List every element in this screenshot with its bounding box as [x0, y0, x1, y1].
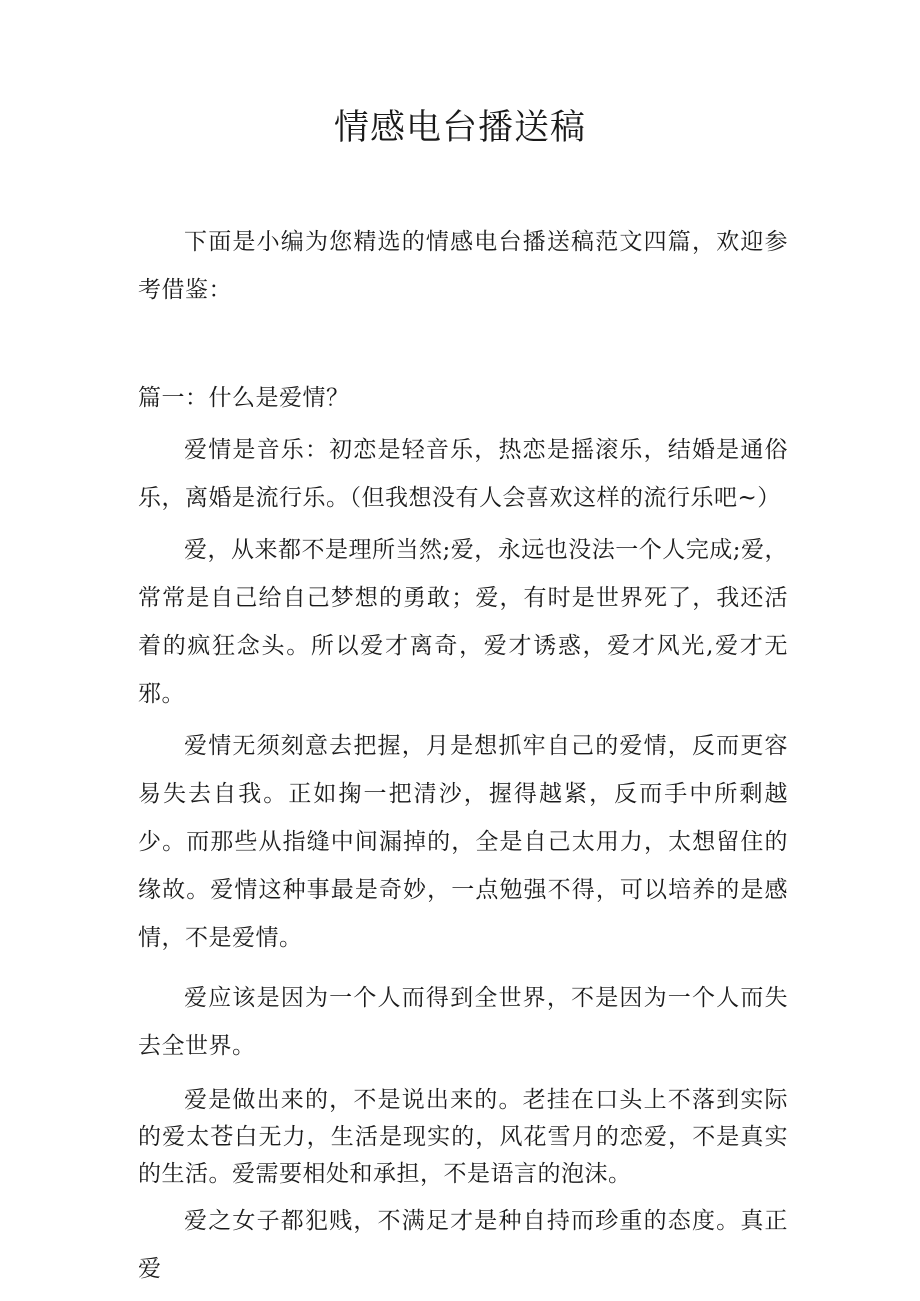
section-heading: 篇一：什么是爱情？: [138, 385, 350, 411]
paragraph-love-not-granted: 爱，从来都不是理所当然;爱，永远也没法一个人完成;爱，常常是自己给自己梦想的勇敢；爱，有时是世界死了，我还活着的疯狂念头。所以爱才离奇，爱才诱惑，爱才风光,爱才无邪。: [138, 537, 788, 707]
document-body: [138, 218, 788, 1293]
paragraph-whole-world: 爱应该是因为一个人而得到全世界，不是因为一个人而失去全世界。: [138, 985, 788, 1059]
paragraph-actions: 爱是做出来的，不是说出来的。老挂在口头上不落到实际的爱太苍白无力，生活是现实的，风花雪月的恋爱，不是真实的生活。爱需要相处和承担，不是语言的泡沫。: [138, 1087, 788, 1187]
intro-paragraph: 下面是小编为您精选的情感电台播送稿范文四篇，欢迎参考借鉴：: [138, 229, 788, 303]
paragraph-music: 爱情是音乐：初恋是轻音乐，热恋是摇滚乐，结婚是通俗乐，离婚是流行乐。（但我想没有人会喜欢这样的流行乐吧~）: [138, 437, 788, 511]
paragraph-no-need-grasp: 爱情无须刻意去把握，月是想抓牢自己的爱情，反而更容易失去自我。正如掬一把清沙，握得越紧，反而手中所剩越少。而那些从指缝中间漏掉的，全是自己太用力，太想留住的缘故。爱情这种事最是奇妙，一点勉强不得，可以培养的是感情，不是爱情。: [138, 733, 788, 951]
paragraph-women: 爱之女子都犯贱，不满足才是种自持而珍重的态度。真正爱: [138, 1208, 788, 1282]
document-title: 情感电台播送稿: [333, 108, 586, 148]
